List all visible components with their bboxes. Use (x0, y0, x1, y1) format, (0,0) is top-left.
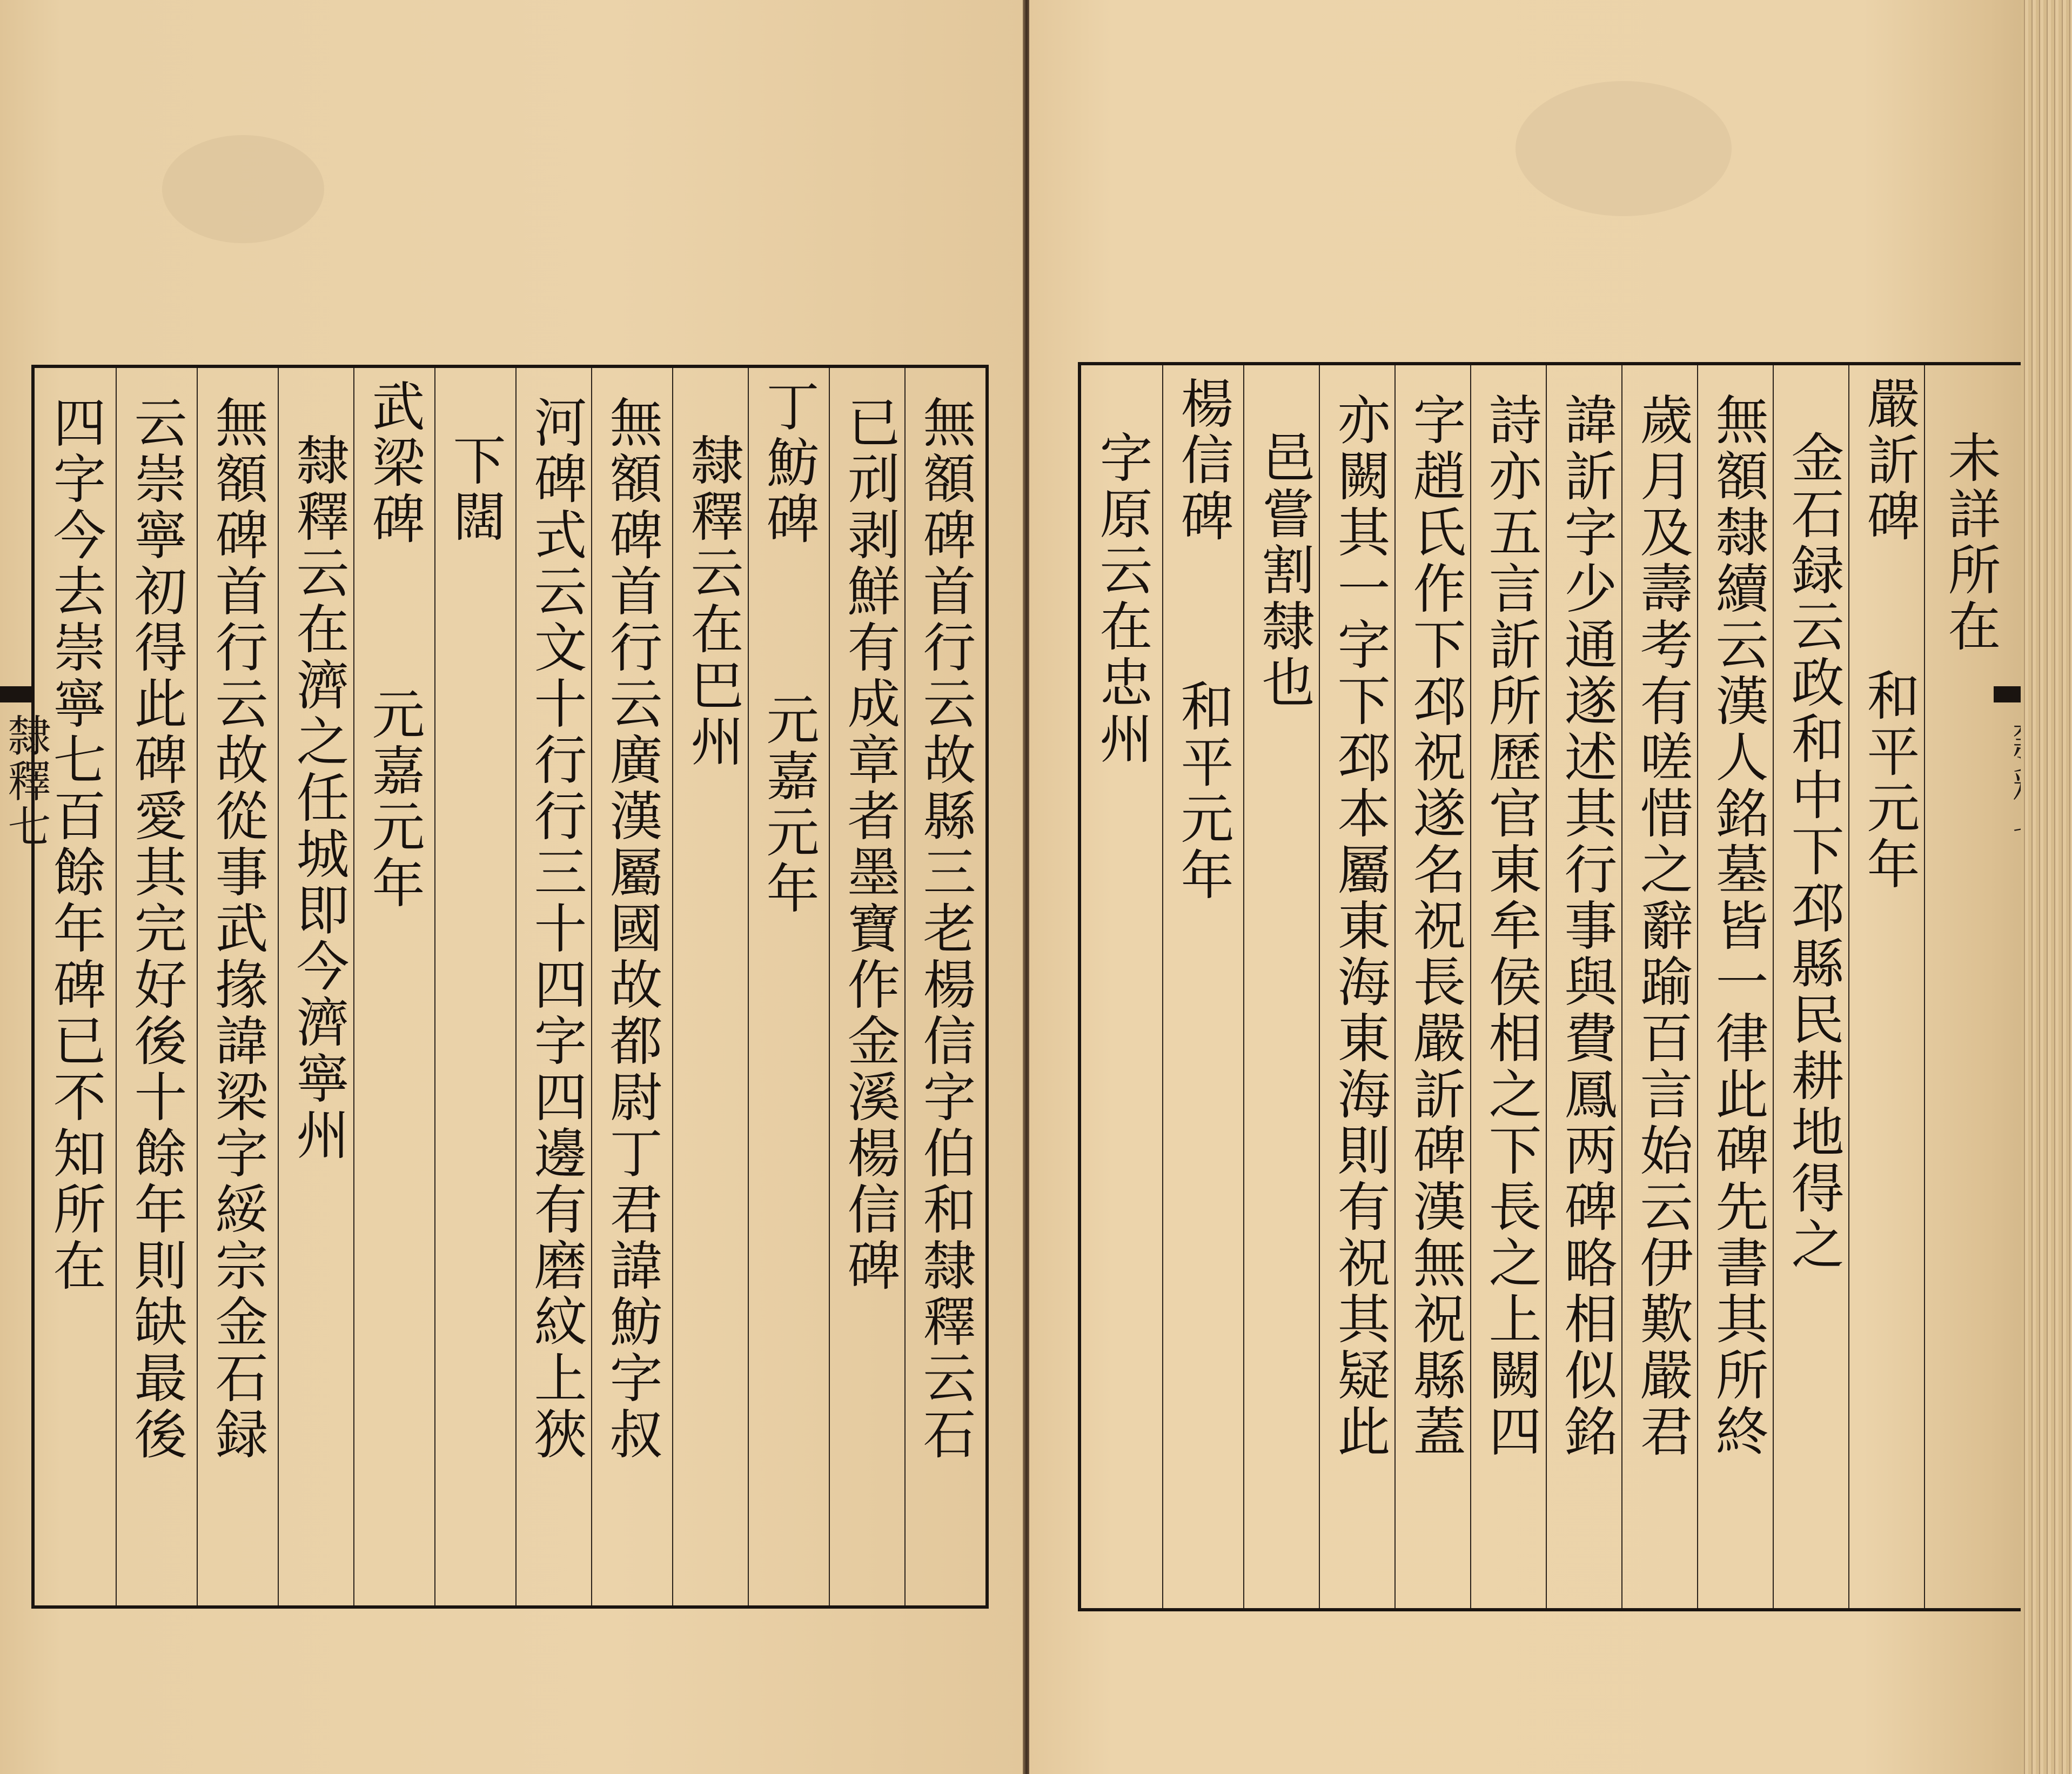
text-column: 已刓剥鮮有成章者墨寶作金溪楊信碑 (839, 395, 900, 1294)
text-column: 云崇寧初得此碑愛其完好後十餘年則缺最後 (125, 395, 187, 1463)
text-column: 金石録云政和中下邳縣民耕地得之 (1782, 430, 1844, 1273)
text-column: 隸釋云在濟之任城即今濟寧州 (287, 433, 349, 1163)
text-column: 詩亦五言訢所歷官東牟侯相之下長之上闕四 (1480, 392, 1541, 1460)
text-column: 諱訢字少通遂述其行事與費鳳两碑略相似銘 (1555, 392, 1617, 1460)
text-column: 歲月及壽考有嗟惜之辭踰百言始云伊歎嚴君 (1631, 392, 1693, 1460)
column-rule (434, 368, 435, 1605)
entry-date: 元嘉元年 (363, 687, 425, 912)
text-column: 未詳所在 (1939, 430, 2001, 655)
left-page (0, 0, 1024, 1774)
text-column: 字原云在忠州 (1091, 430, 1152, 767)
text-column: 字趙氏作下邳祝遂名祝長嚴訢碑漢無祝縣蓋 (1404, 392, 1466, 1460)
text-column: 無額碑首行云故縣三老楊信字伯和隸釋云石 (914, 395, 976, 1463)
banxin-label: 隸釋七 (1, 713, 51, 849)
right-text-frame (1078, 362, 2035, 1611)
entry-date: 和平元年 (1858, 668, 1920, 893)
page-edges (2021, 0, 2072, 1774)
column-rule (1162, 365, 1163, 1608)
text-column: 隸釋云在巴州 (682, 433, 743, 770)
entry-date: 元嘉元年 (757, 692, 819, 917)
text-column: 無額碑首行云廣漢屬國故都尉丁君諱魴字叔 (601, 395, 662, 1463)
text-column: 無額碑首行云故從事武掾諱梁字綏宗金石録 (206, 395, 268, 1463)
left-text-frame (31, 365, 989, 1609)
entry-date: 和平元年 (1172, 679, 1233, 903)
entry-title: 武梁碑 (363, 379, 425, 547)
entry-title: 楊信碑 (1172, 376, 1233, 545)
text-column: 無額隸續云漢人銘墓皆一律此碑先書其所終 (1707, 392, 1768, 1460)
text-column: 河碑式云文十行行三十四字四邊有磨紋上狹 (525, 395, 587, 1463)
paper-stain (1516, 81, 1732, 216)
column-rule (1924, 365, 1925, 1608)
entry-title: 嚴訢碑 (1858, 376, 1920, 545)
text-column: 四字今去崇寧七百餘年碑已不知所在 (44, 395, 106, 1294)
paper-stain (162, 135, 324, 243)
text-column: 下闊 (444, 433, 506, 545)
fish-tail-mark (0, 686, 32, 702)
text-column: 邑嘗割隸也 (1253, 430, 1315, 711)
entry-title: 丁魴碑 (757, 379, 819, 547)
text-column: 亦闕其一字下邳本屬東海東海則有祝其疑此 (1329, 392, 1390, 1460)
